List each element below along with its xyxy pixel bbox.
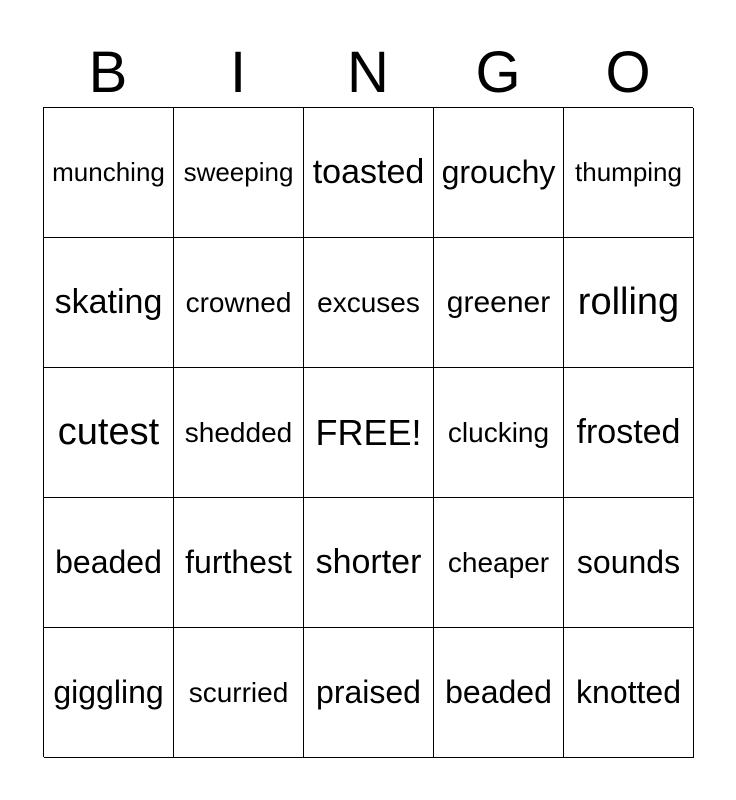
- bingo-cell: shorter: [304, 498, 434, 628]
- bingo-cell: thumping: [564, 108, 694, 238]
- bingo-cell: furthest: [174, 498, 304, 628]
- bingo-cell: praised: [304, 628, 434, 758]
- bingo-cell: crowned: [174, 238, 304, 368]
- bingo-cell: grouchy: [434, 108, 564, 238]
- bingo-cell: sounds: [564, 498, 694, 628]
- bingo-cell: giggling: [44, 628, 174, 758]
- bingo-cell: greener: [434, 238, 564, 368]
- bingo-cell: cheaper: [434, 498, 564, 628]
- header-letter-g: G: [475, 40, 521, 105]
- free-space-cell: FREE!: [304, 368, 434, 498]
- bingo-cell: excuses: [304, 238, 434, 368]
- bingo-cell: beaded: [434, 628, 564, 758]
- bingo-cell: scurried: [174, 628, 304, 758]
- bingo-cell: skating: [44, 238, 174, 368]
- bingo-cell: cutest: [44, 368, 174, 498]
- header-letter-n: N: [347, 40, 389, 105]
- bingo-header: [43, 40, 693, 106]
- bingo-cell: knotted: [564, 628, 694, 758]
- header-letter-i: I: [229, 40, 247, 105]
- bingo-cell: shedded: [174, 368, 304, 498]
- bingo-cell: clucking: [434, 368, 564, 498]
- bingo-cell: munching: [44, 108, 174, 238]
- header-letter-o: O: [605, 40, 651, 105]
- bingo-cell: toasted: [304, 108, 434, 238]
- bingo-card-grid: [43, 107, 693, 757]
- header-letter-b: B: [88, 40, 128, 105]
- bingo-cell: beaded: [44, 498, 174, 628]
- bingo-cell: rolling: [564, 238, 694, 368]
- bingo-cell: sweeping: [174, 108, 304, 238]
- bingo-cell: frosted: [564, 368, 694, 498]
